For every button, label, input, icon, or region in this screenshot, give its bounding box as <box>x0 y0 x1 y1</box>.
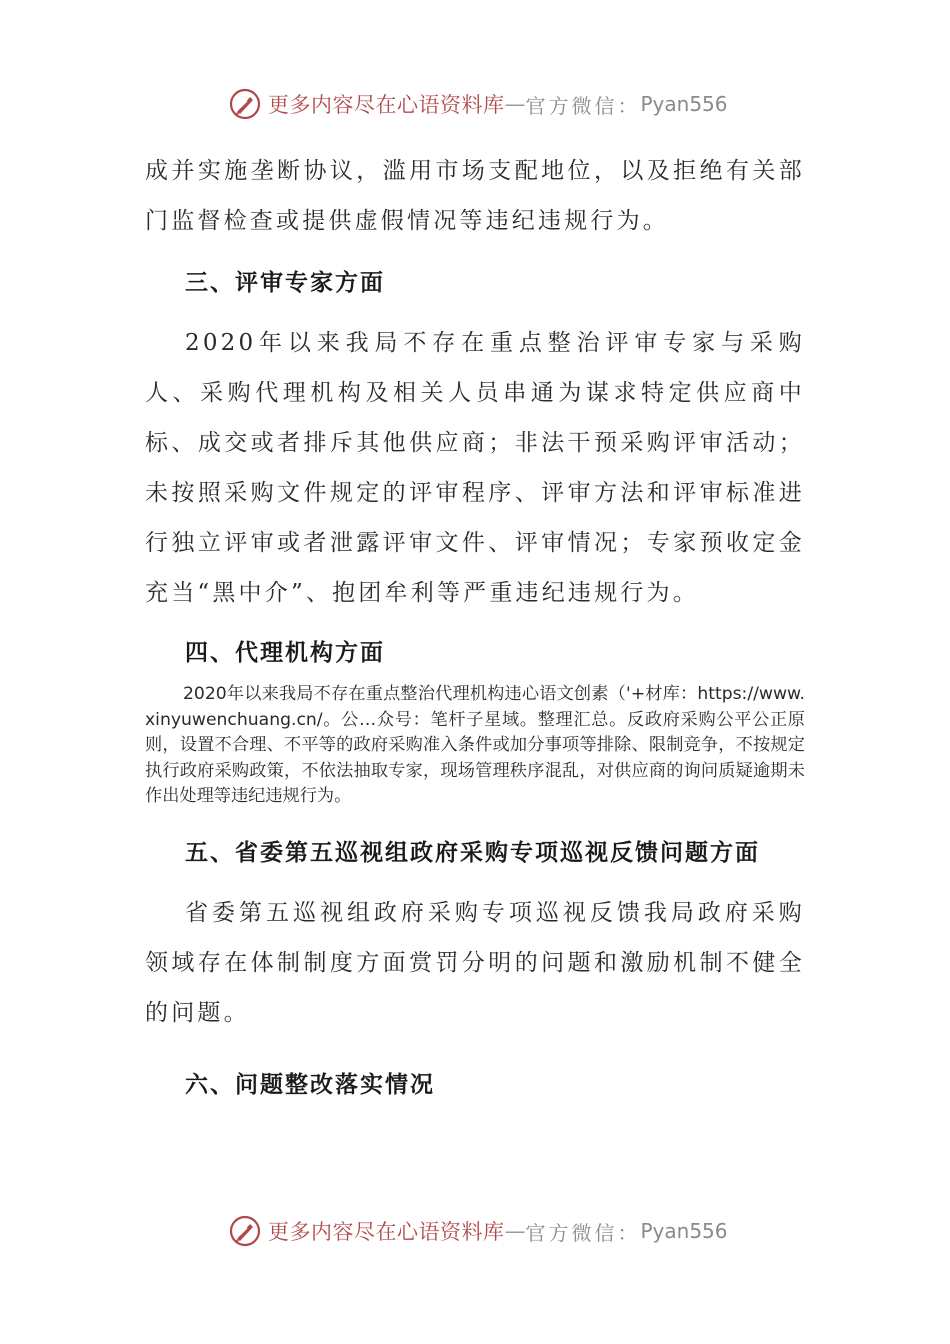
watermark-brand-text: 更多内容尽在心语资料库 <box>268 93 505 117</box>
document-body <box>145 146 805 1110</box>
pen-nib-circle-icon <box>228 87 262 121</box>
watermark-dash: — <box>504 92 526 116</box>
intro-paragraph: 成并实施垄断协议，滥用市场支配地位，以及拒绝有关部门监督检查或提供虚假情况等违纪违规行为。 <box>145 158 805 234</box>
watermark-banner-bottom <box>228 1211 728 1251</box>
pen-nib-circle-icon <box>228 1214 262 1248</box>
section-4-heading: 四、代理机构方面 <box>185 640 385 666</box>
section-3-body: 2020年以来我局不存在重点整治评审专家与采购人、采购代理机构及相关人员串通为谋求特定供应商中标、成交或者排斥其他供应商；非法干预采购评审活动；未按照采购文件规定的评审程序、评审方法和评审标准进行独立评审或者泄露评审文件、评审情况；专家预收定金充当“黑中介”、抱团牟利等严重违纪违规行为。 <box>145 330 805 606</box>
section-3-heading: 三、评审专家方面 <box>185 270 385 296</box>
section-6-heading: 六、问题整改落实情况 <box>185 1071 435 1098</box>
watermark-official-label: 官方微信： <box>525 93 641 118</box>
watermark-brand-text: 更多内容尽在心语资料库 <box>268 1220 505 1244</box>
watermark-wechat-id: Pyan556 <box>640 92 728 116</box>
watermark-dash: — <box>504 1219 526 1243</box>
watermark-banner-top <box>228 84 728 124</box>
section-5-heading: 五、省委第五巡视组政府采购专项巡视反馈问题方面 <box>185 839 760 866</box>
section-4-body: 2020年以来我局不存在重点整治代理机构违心语文创素（'+材库：https://www.xinyuwenchuang.cn/。公…众号：笔杆子星域。整理汇总。反政府采购公平公正原则，设置不合理、不平等的政府采购准入条件或加分事项等排除、限制竞争，不按规定执行政府采购政策，不依法抽取专家，现场管理秩序混乱，对供应商的询问质疑逾期未作出处理等违纪违规行为。 <box>145 684 805 806</box>
watermark-official-label: 官方微信： <box>525 1220 641 1245</box>
watermark-wechat-id: Pyan556 <box>640 1219 728 1243</box>
section-5-body: 省委第五巡视组政府采购专项巡视反馈我局政府采购领域存在体制制度方面赏罚分明的问题和激励机制不健全的问题。 <box>145 899 805 1026</box>
